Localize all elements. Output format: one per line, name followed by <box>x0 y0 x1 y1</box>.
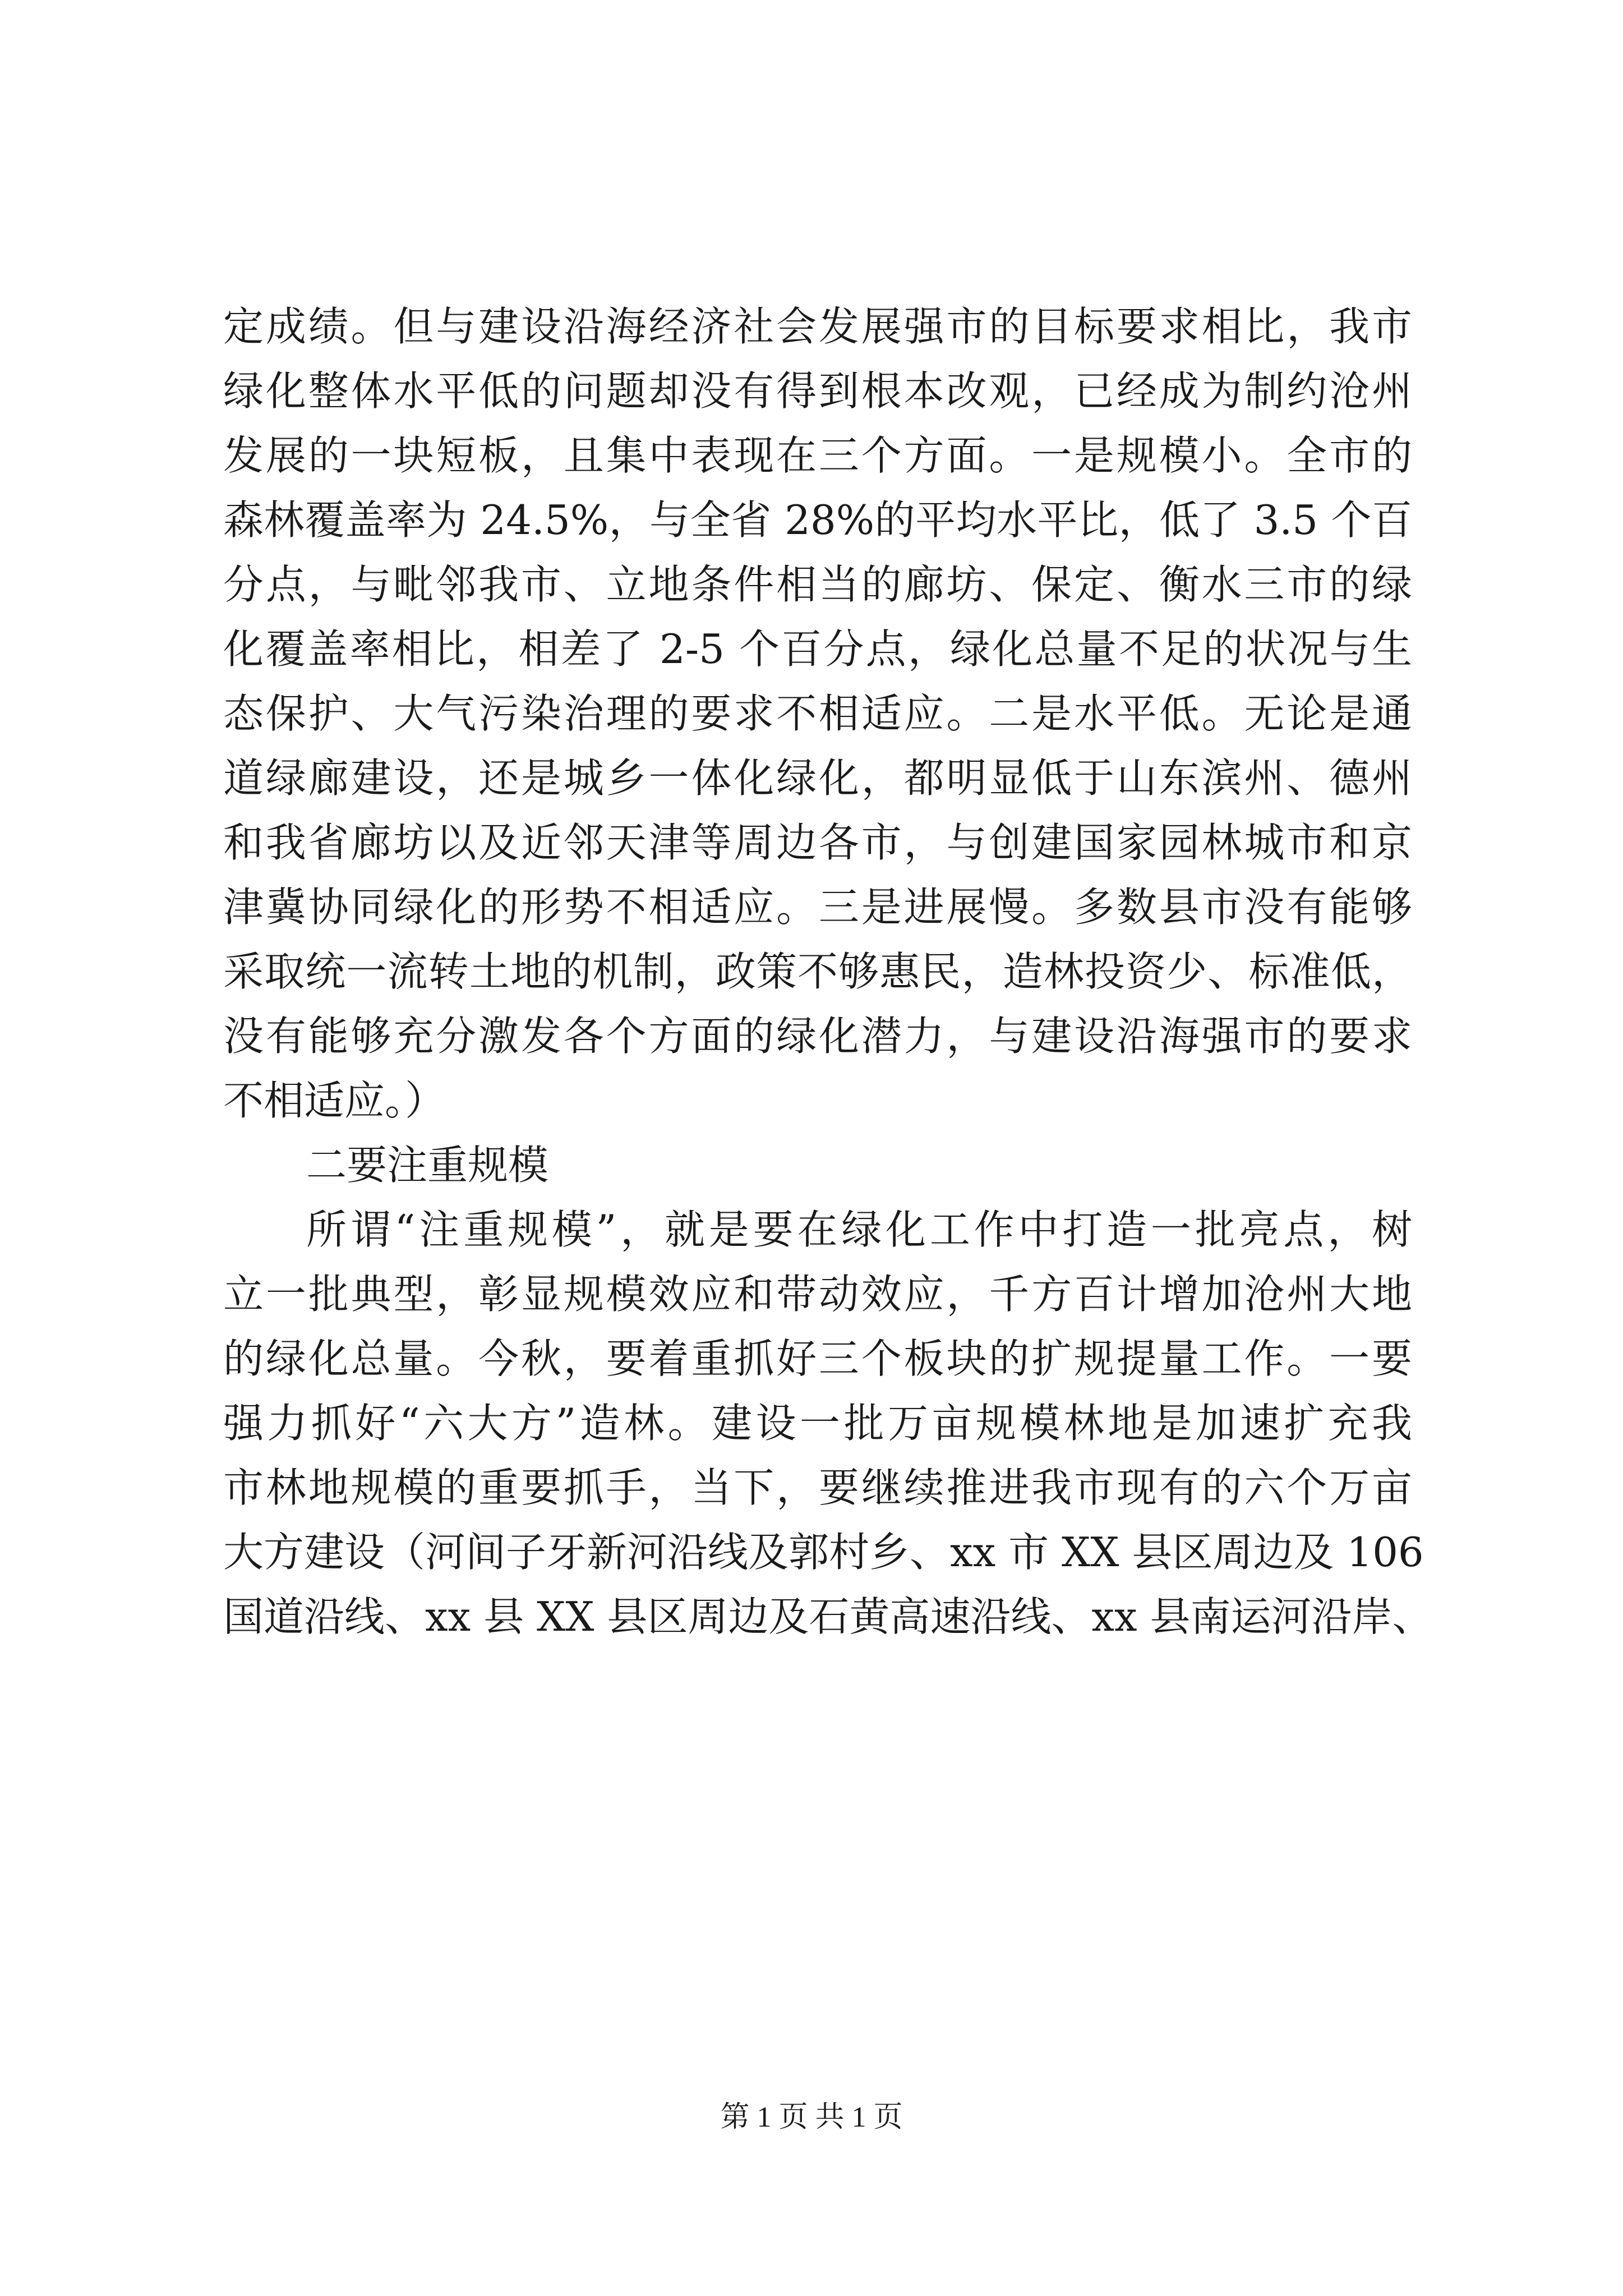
paragraph-line: 道绿廊建设，还是城乡一体化绿化，都明显低于山东滨州、德州 <box>223 754 1412 802</box>
page-footer <box>0 2098 1623 2137</box>
paragraph-line: 化覆盖率相比，相差了 2-5 个百分点，绿化总量不足的状况与生 <box>223 625 1412 673</box>
paragraph-line: 大方建设（河间子牙新河沿线及郭村乡、xx 市 XX 县区周边及 106 <box>223 1529 1424 1576</box>
paragraph-line: 立一批典型，彰显规模效应和带动效应，千方百计增加沧州大地 <box>223 1271 1412 1318</box>
paragraph-line: 强力抓好“六大方”造林。建设一批万亩规模林地是加速扩充我 <box>223 1400 1412 1447</box>
paragraph-line: 森林覆盖率为 24.5%，与全省 28%的平均水平比，低了 3.5 个百 <box>223 496 1412 544</box>
page-number-label: 第 1 页 共 1 页 <box>720 2101 903 2133</box>
paragraph-line: 所谓“注重规模”，就是要在绿化工作中打造一批亮点，树 <box>306 1206 1412 1253</box>
paragraph-line: 和我省廊坊以及近邻天津等周边各市，与创建国家园林城市和京 <box>223 819 1412 866</box>
paragraph-line: 不相适应。） <box>223 1077 446 1124</box>
paragraph-line: 采取统一流转土地的机制，政策不够惠民，造林投资少、标准低， <box>223 948 1412 995</box>
paragraph-line: 的绿化总量。今秋，要着重抓好三个板块的扩规提量工作。一要 <box>223 1335 1412 1382</box>
section-heading: 二要注重规模 <box>306 1142 549 1189</box>
paragraph-line: 津冀协同绿化的形势不相适应。三是进展慢。多数县市没有能够 <box>223 884 1412 931</box>
paragraph-line: 市林地规模的重要抓手，当下，要继续推进我市现有的六个万亩 <box>223 1464 1412 1511</box>
paragraph-line: 没有能够充分激发各个方面的绿化潜力，与建设沿海强市的要求 <box>223 1013 1412 1060</box>
paragraph-line: 定成绩。但与建设沿海经济社会发展强市的目标要求相比，我市 <box>223 303 1412 350</box>
paragraph-line: 国道沿线、xx 县 XX 县区周边及石黄高速沿线、xx 县南运河沿岸、 <box>223 1593 1433 1640</box>
body-text <box>223 295 1433 1649</box>
paragraph-line: 态保护、大气污染治理的要求不相适应。二是水平低。无论是通 <box>223 690 1412 737</box>
paragraph-line: 发展的一块短板，且集中表现在三个方面。一是规模小。全市的 <box>223 432 1412 479</box>
paragraph-line: 绿化整体水平低的问题却没有得到根本改观，已经成为制约沧州 <box>223 367 1412 415</box>
paragraph-line: 分点，与毗邻我市、立地条件相当的廊坊、保定、衡水三市的绿 <box>223 561 1412 608</box>
